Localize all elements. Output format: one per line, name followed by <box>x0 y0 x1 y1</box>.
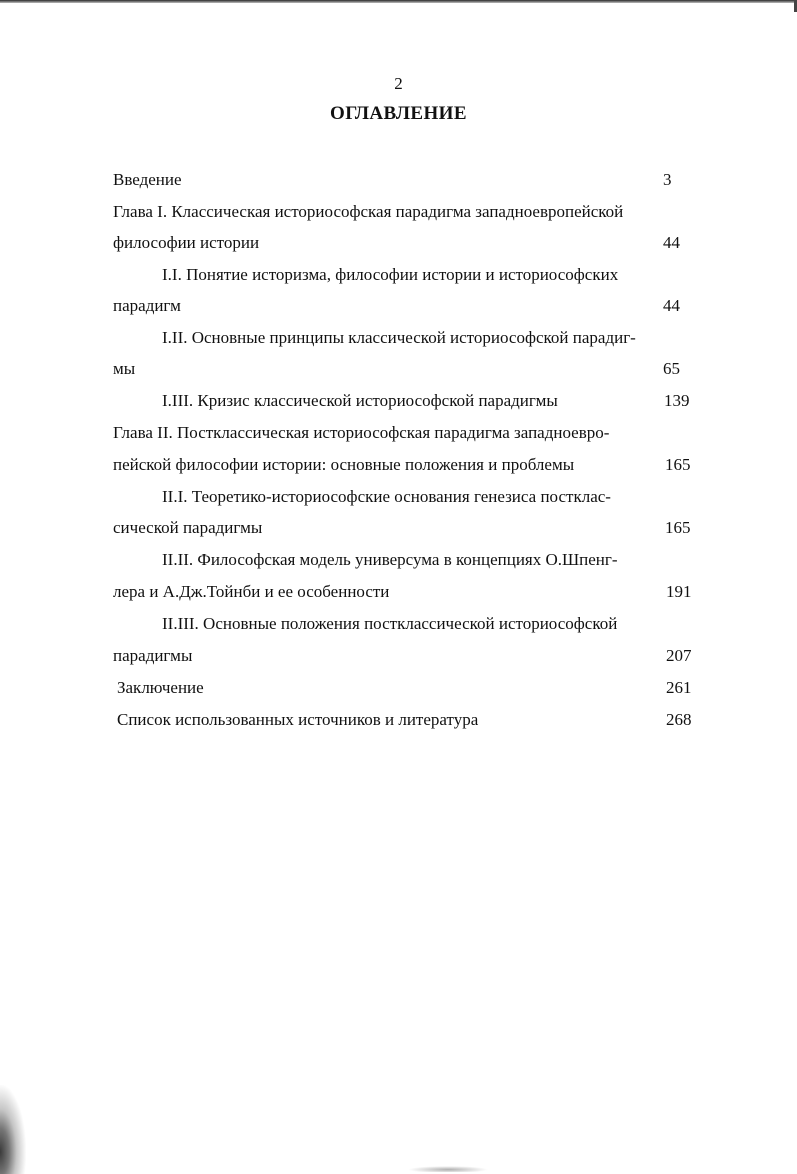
toc-entry-page: 44 <box>663 296 680 315</box>
toc-entry-title: Глава I. Классическая историософская парадигма западноевропейской <box>113 202 624 221</box>
toc-entry-page: 44 <box>663 233 680 252</box>
toc-entry-title: II.III. Основные положения постклассической историософской <box>162 614 618 633</box>
toc-entry-title: I.I. Понятие историзма, философии истории и историософских <box>162 265 619 284</box>
toc-entry-title: I.II. Основные принципы классической историософской парадиг- <box>162 328 636 347</box>
toc-entry-title-cont: мы <box>113 359 136 378</box>
toc-entry-title-cont: пейской философии истории: основные положения и проблемы <box>113 455 575 474</box>
toc-entry-title: Список использованных источников и литература <box>117 710 479 729</box>
toc-entry-title: II.II. Философская модель универсума в концепциях О.Шпенг- <box>162 550 618 569</box>
toc-entry-page: 65 <box>663 359 680 378</box>
toc-entry-page: 3 <box>663 170 672 189</box>
toc-entry-page: 165 <box>665 455 691 474</box>
toc-entry-page: 191 <box>666 582 692 601</box>
toc-entry-title-cont: сической парадигмы <box>113 518 263 537</box>
page-title: ОГЛАВЛЕНИЕ <box>330 103 467 124</box>
scan-bottom-mark <box>408 1166 488 1172</box>
toc-entry-page: 139 <box>664 391 690 410</box>
toc-entry-title-cont: парадигмы <box>113 646 193 665</box>
toc-entry-page: 268 <box>666 710 692 729</box>
toc-entry-title: Заключение <box>117 678 204 697</box>
toc-entry-page: 207 <box>666 646 692 665</box>
toc-entry-title: II.I. Теоретико-историософские основания генезиса постклас- <box>162 487 611 506</box>
toc-entry-title: I.III. Кризис классической историософской парадигмы <box>162 391 558 410</box>
toc-entry-title: Глава II. Постклассическая историософская парадигма западноевро- <box>113 423 610 442</box>
toc-entry-page: 261 <box>666 678 692 697</box>
toc-entry-title: Введение <box>113 170 182 189</box>
scan-top-edge <box>0 0 797 3</box>
toc-entry-title-cont: парадигм <box>113 296 181 315</box>
toc-entry-page: 165 <box>665 518 691 537</box>
scan-left-shadow <box>0 1085 26 1174</box>
toc-entry-title-cont: лера и А.Дж.Тойнби и ее особенности <box>113 582 390 601</box>
toc-entry-title-cont: философии истории <box>113 233 260 252</box>
page-number: 2 <box>394 74 403 93</box>
